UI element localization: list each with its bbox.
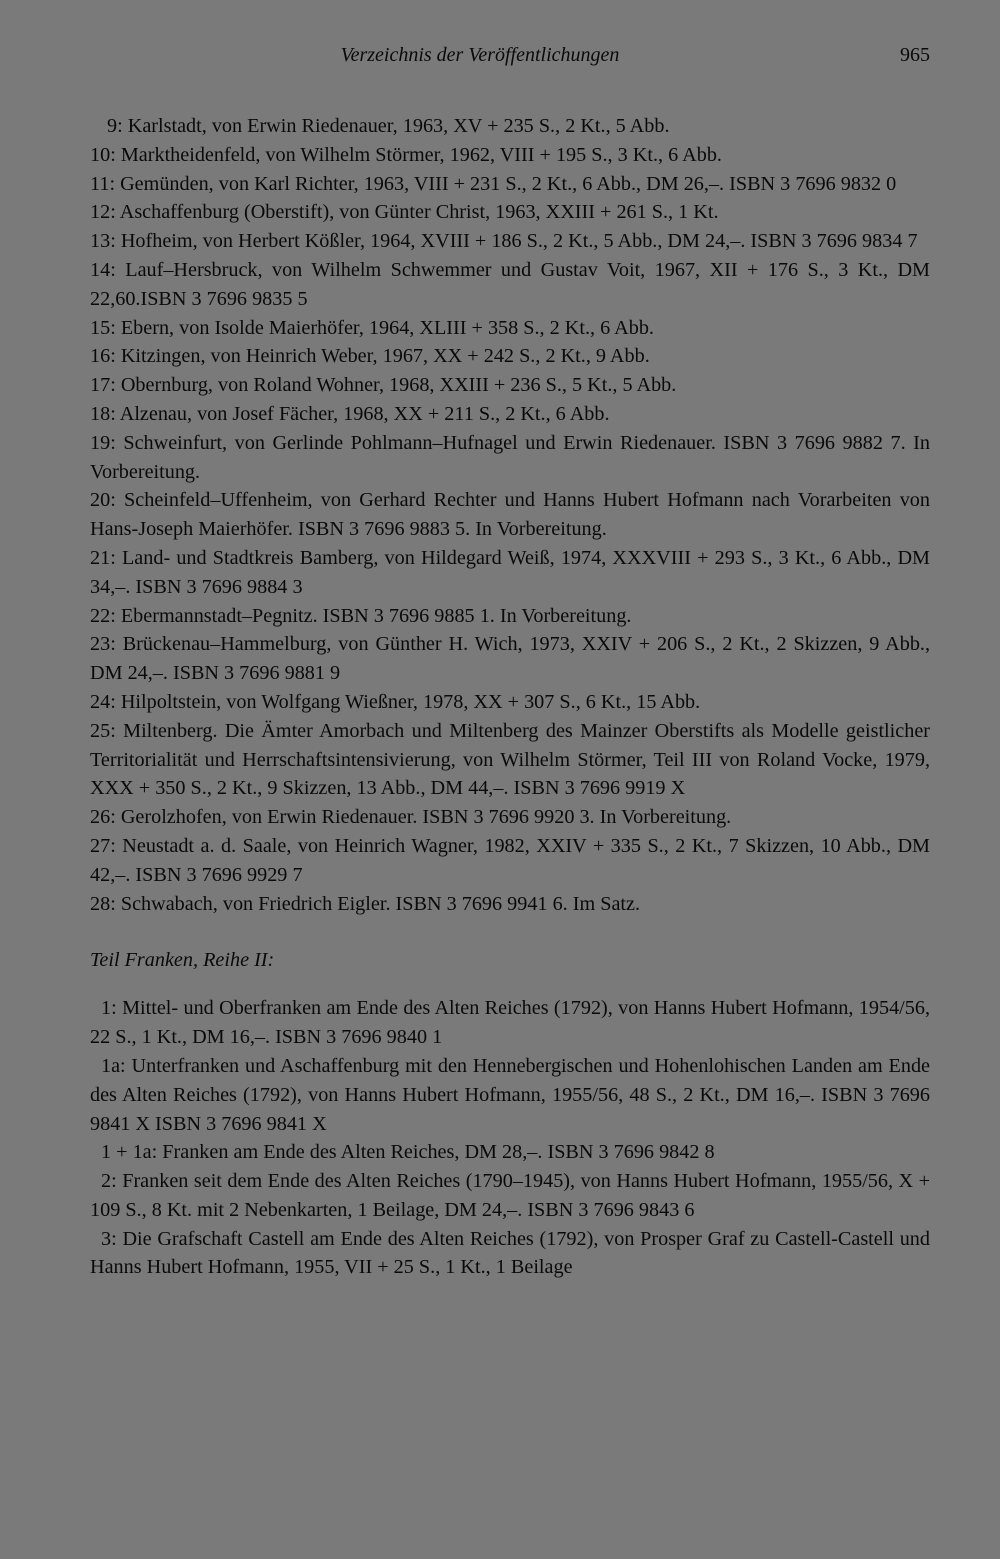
list-item: 3: Die Grafschaft Castell am Ende des Alten Reiches (1792), von Prosper Graf zu Castell-Castell und Hanns Hubert Hofmann, 1955, VII + 25 S., 1 Kt., 1 Beilage	[90, 1227, 930, 1279]
series-list-1	[90, 112, 930, 918]
list-item: 1: Mittel- und Oberfranken am Ende des Alten Reiches (1792), von Hanns Hubert Hofmann, 1954/56, 22 S., 1 Kt., DM 16,–. ISBN 3 7696 9840 1	[90, 997, 931, 1049]
book-page	[90, 40, 930, 1282]
list-item: 12: Aschaffenburg (Oberstift), von Günter Christ, 1963, XXIII + 261 S., 1 Kt.	[90, 201, 719, 224]
list-item: 11: Gemünden, von Karl Richter, 1963, VIII + 231 S., 2 Kt., 6 Abb., DM 26,–. ISBN 3 7696 9832 0	[90, 172, 897, 195]
list-item: 20: Scheinfeld–Uffenheim, von Gerhard Rechter und Hanns Hubert Hofmann nach Vorarbeiten von Hans-Joseph Maierhöfer. ISBN 3 7696 9883 5. In Vorbereitung.	[90, 489, 930, 541]
running-title: Verzeichnis der Veröffentlichungen	[340, 44, 620, 66]
list-item: 24: Hilpoltstein, von Wolfgang Wießner, 1978, XX + 307 S., 6 Kt., 15 Abb.	[90, 690, 701, 713]
list-item: 26: Gerolzhofen, von Erwin Riedenauer. ISBN 3 7696 9920 3. In Vorbereitung.	[90, 806, 732, 829]
list-item: 13: Hofheim, von Herbert Kößler, 1964, XVIII + 186 S., 2 Kt., 5 Abb., DM 24,–. ISBN 3 7696 9834 7	[90, 230, 918, 253]
list-item: 10: Marktheidenfeld, von Wilhelm Störmer, 1962, VIII + 195 S., 3 Kt., 6 Abb.	[90, 143, 722, 166]
list-item: 19: Schweinfurt, von Gerlinde Pohlmann–Hufnagel und Erwin Riedenauer. ISBN 3 7696 9882 7. In Vorbereitung.	[90, 431, 931, 483]
list-item: 17: Obernburg, von Roland Wohner, 1968, XXIII + 236 S., 5 Kt., 5 Abb.	[90, 374, 677, 397]
list-item: 9: Karlstadt, von Erwin Riedenauer, 1963, XV + 235 S., 2 Kt., 5 Abb.	[107, 115, 670, 137]
list-item: 27: Neustadt a. d. Saale, von Heinrich Wagner, 1982, XXIV + 335 S., 2 Kt., 7 Skizzen, 10 Abb., DM 42,–. ISBN 3 7696 9929 7	[90, 834, 931, 886]
list-item: 28: Schwabach, von Friedrich Eigler. ISBN 3 7696 9941 6. Im Satz.	[90, 892, 641, 915]
list-item: 15: Ebern, von Isolde Maierhöfer, 1964, XLIII + 358 S., 2 Kt., 6 Abb.	[90, 316, 654, 339]
list-item: 1a: Unterfranken und Aschaffenburg mit den Hennebergischen und Hohenlohischen Landen am Ende des Alten Reiches (1792), von Hanns Hubert Hofmann, 1955/56, 48 S., 2 Kt., DM 16,–. ISBN 3 7696 9841 X ISBN 3 7696 9841 X	[90, 1054, 931, 1135]
list-item: 21: Land- und Stadtkreis Bamberg, von Hildegard Weiß, 1974, XXXVIII + 293 S., 3 Kt., 6 Abb., DM 34,–. ISBN 3 7696 9884 3	[90, 546, 930, 598]
running-head	[90, 40, 930, 80]
list-item: 2: Franken seit dem Ende des Alten Reiches (1790–1945), von Hanns Hubert Hofmann, 1955/56, X + 109 S., 8 Kt. mit 2 Nebenkarten, 1 Beilage, DM 24,–. ISBN 3 7696 9843 6	[90, 1170, 931, 1221]
list-item: 14: Lauf–Hersbruck, von Wilhelm Schwemmer und Gustav Voit, 1967, XII + 176 S., 3 Kt., DM 22,60.ISBN 3 7696 9835 5	[90, 258, 931, 310]
list-item: 25: Miltenberg. Die Ämter Amorbach und Miltenberg des Mainzer Oberstifts als Modelle geistlicher Territorialität und Herrschaftsintensivierung, von Wilhelm Störmer, Teil III von Roland Vocke, 1979, XXX + 350 S., 2 Kt., 9 Skizzen, 13 Abb., DM 44,–. ISBN 3 7696 9919 X	[90, 719, 931, 800]
list-item: 16: Kitzingen, von Heinrich Weber, 1967, XX + 242 S., 2 Kt., 9 Abb.	[90, 345, 650, 368]
section-heading: Teil Franken, Reihe II:	[90, 949, 275, 972]
list-item: 23: Brückenau–Hammelburg, von Günther H. Wich, 1973, XXIV + 206 S., 2 Kt., 2 Skizzen, 9 Abb., DM 24,–. ISBN 3 7696 9881 9	[90, 633, 931, 685]
page-number: 965	[900, 44, 930, 66]
list-item: 22: Ebermannstadt–Pegnitz. ISBN 3 7696 9885 1. In Vorbereitung.	[90, 604, 632, 627]
list-item: 1 + 1a: Franken am Ende des Alten Reiches, DM 28,–. ISBN 3 7696 9842 8	[101, 1141, 715, 1164]
list-item: 18: Alzenau, von Josef Fächer, 1968, XX + 211 S., 2 Kt., 6 Abb.	[90, 402, 610, 425]
series-list-2	[90, 994, 930, 1282]
